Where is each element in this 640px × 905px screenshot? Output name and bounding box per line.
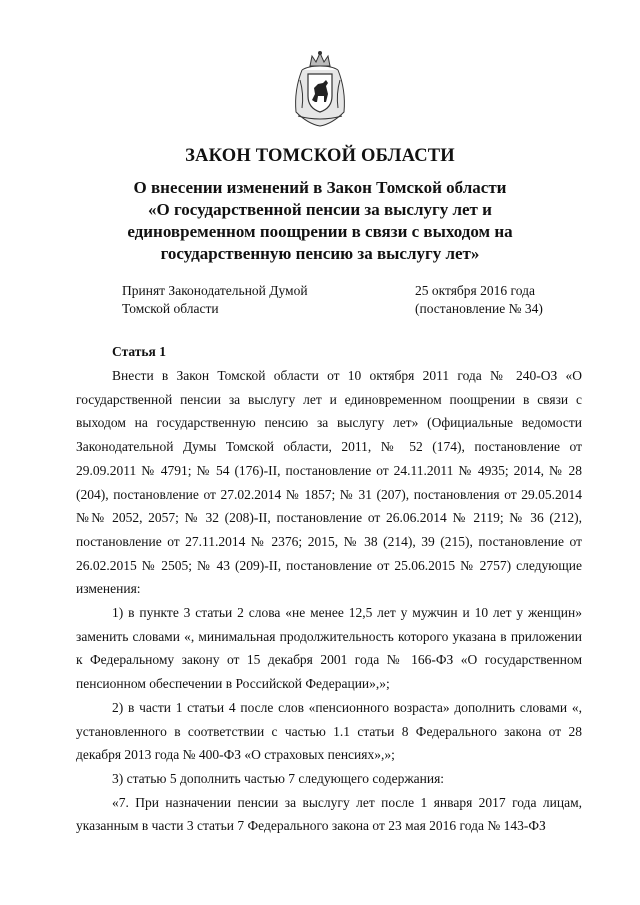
paragraph: Внести в Закон Томской области от 10 октября 2011 года № 240-ОЗ «О государственной пенсии за выслугу лет и единовременном поощрении в связи с выходом на государственную пенсию за выслугу лет» (Официальные ведомости Законодательной Думы Томской области, 2011, № 52 (174), постановление от 29.09.2011 № 4791; № 54 (176)-II, постановление от 24.11.2011 № 4935; 2014, № 28 (204), постановление от 27.02.2014 № 1857; № 31 (207), постановления от 29.05.2014 №№ 2052, 2057; № 32 (208)-II, постановление от 26.06.2014 № 2119; № 36 (212), постановление от 27.11.2014 № 2376; 2015, № 38 (214), 39 (215), постановление от 26.02.2015 № 2505; № 43 (209)-II, постановление от 25.06.2015 № 2757) следующие изменения: <box>76 368 582 597</box>
coat-of-arms-icon <box>290 50 350 128</box>
paragraph: «7. При назначении пенсии за выслугу лет после 1 января 2017 года лицам, указанным в части 3 статьи 7 Федерального закона от 23 мая 2016 года № 143-ФЗ <box>76 794 582 834</box>
adoption-date-line: 25 октября 2016 года <box>415 283 535 298</box>
adopted-by-line: Томской области <box>122 301 219 316</box>
adopted-by <box>122 282 308 318</box>
subtitle-line: государственную пенсию за выслугу лет» <box>160 244 480 263</box>
law-title: ЗАКОН ТОМСКОЙ ОБЛАСТИ <box>185 146 455 166</box>
law-subtitle <box>60 177 580 265</box>
article-heading: Статья 1 <box>112 344 166 359</box>
paragraph: 3) статью 5 дополнить частью 7 следующего содержания: <box>112 770 445 786</box>
subtitle-line: единовременном поощрении в связи с выходом на <box>127 222 513 241</box>
adoption-date <box>415 282 543 318</box>
adopted-by-line: Принят Законодательной Думой <box>122 283 308 298</box>
subtitle-line: «О государственной пенсии за выслугу лет и <box>148 200 492 219</box>
law-body <box>76 340 582 838</box>
paragraph: 1) в пункте 3 статьи 2 слова «не менее 12,5 лет у мужчин и 10 лет у женщин» заменить словами «, минимальная продолжительность которого указана в приложении к Федеральному закону от 15 декабря 2001 года № 166-ФЗ «О государственном пенсионном обеспечении в Российской Федерации»,»; <box>76 605 582 692</box>
subtitle-line: О внесении изменений в Закон Томской области <box>133 178 507 197</box>
paragraph: 2) в части 1 статьи 4 после слов «пенсионного возраста» дополнить словами «, установленного в соответствии с частью 1.1 статьи 8 Федерального закона от 28 декабря 2013 года № 400-ФЗ «О страховых пенсиях»,»; <box>76 699 582 763</box>
adoption-resolution-line: (постановление № 34) <box>415 301 543 316</box>
